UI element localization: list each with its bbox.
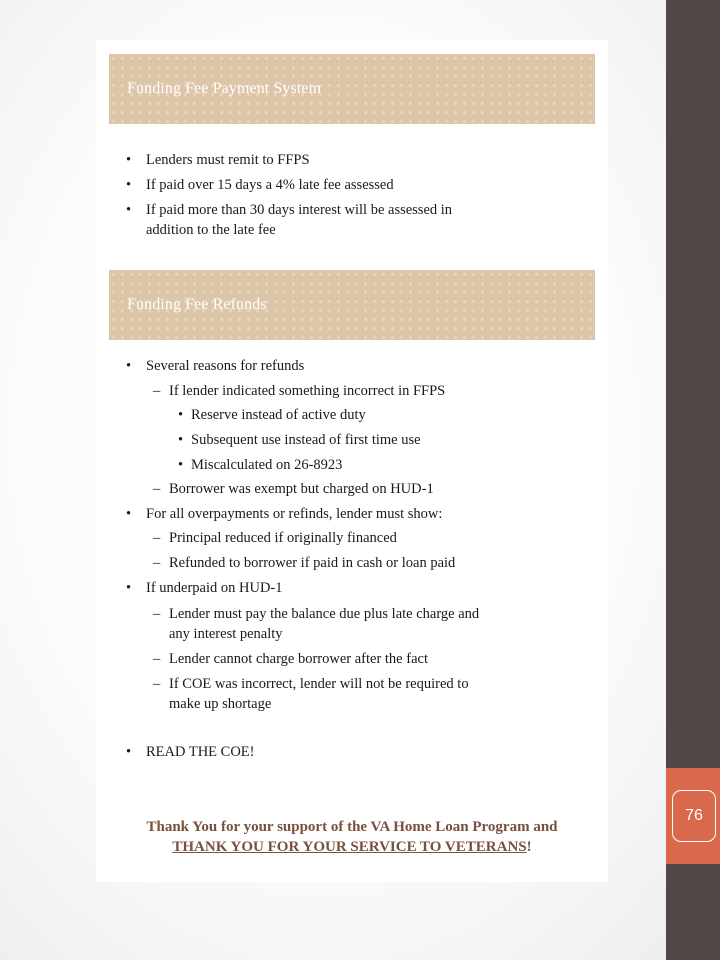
list-subitem: – Principal reduced if originally financed [169, 530, 397, 547]
list-item: • If paid over 15 days a 4% late fee assessed [146, 177, 394, 194]
page-number: 76 [685, 807, 703, 824]
section-title: Funding Fee Payment System [127, 80, 322, 97]
list-item: • If paid more than 30 days interest will be assessed in [146, 202, 452, 219]
list-subitem: – Lender cannot charge borrower after the fact [169, 651, 428, 668]
list-subitem: – If lender indicated something incorrect in FFPS [169, 383, 445, 400]
thank-you-veterans-text: THANK YOU FOR YOUR SERVICE TO VETERANS [172, 839, 527, 855]
list-subitem: – If COE was incorrect, lender will not be required to [169, 676, 469, 693]
thank-you-veterans-line [96, 839, 608, 856]
list-subsubitem: • Miscalculated on 26-8923 [191, 457, 342, 474]
list-subitem: – Borrower was exempt but charged on HUD-1 [169, 481, 434, 498]
list-item: • Lenders must remit to FFPS [146, 152, 310, 169]
thank-you-line: Thank You for your support of the VA Home Loan Program and [146, 819, 558, 835]
list-subitem: – Refunded to borrower if paid in cash or loan paid [169, 555, 455, 572]
section-header-payment-system [109, 54, 595, 124]
list-item-continued: addition to the late fee [146, 222, 276, 238]
list-item: • For all overpayments or refinds, lender must show: [146, 506, 442, 523]
exclamation: ! [526, 839, 532, 855]
list-subsubitem: • Subsequent use instead of first time use [191, 432, 421, 449]
list-subitem-continued: any interest penalty [169, 626, 283, 642]
list-subsubitem: • Reserve instead of active duty [191, 407, 366, 424]
section-title: Funding Fee Refunds [127, 296, 267, 313]
list-subitem: – Lender must pay the balance due plus late charge and [169, 606, 479, 623]
list-item: • If underpaid on HUD-1 [146, 580, 283, 597]
section-header-refunds [109, 270, 595, 340]
list-item: • Several reasons for refunds [146, 358, 304, 375]
list-subitem-continued: make up shortage [169, 696, 272, 712]
list-item: • READ THE COE! [146, 744, 254, 761]
page-number-frame [672, 790, 716, 842]
